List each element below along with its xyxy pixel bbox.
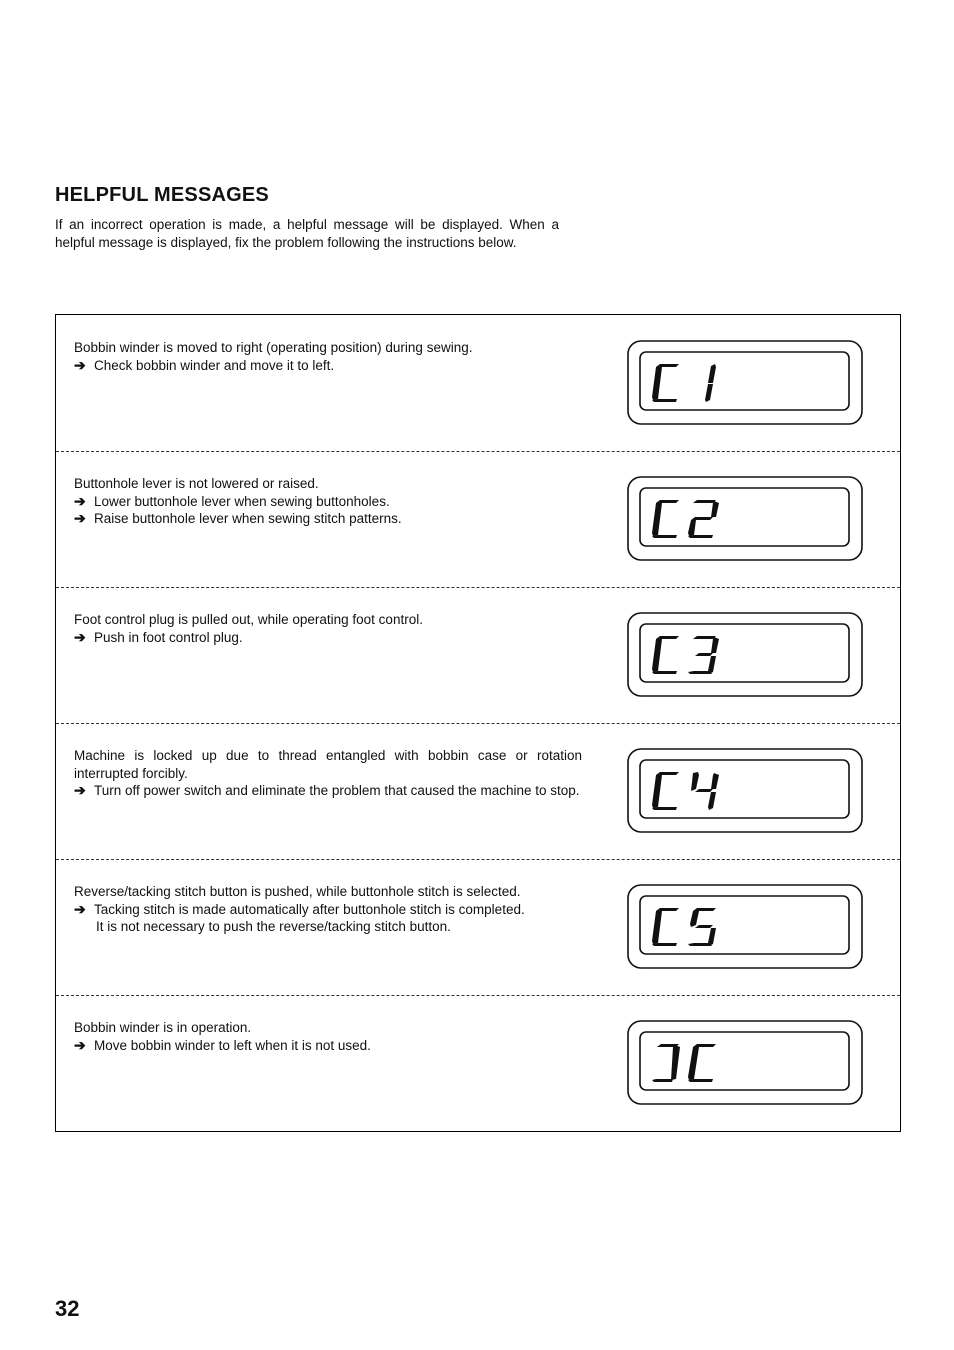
cause-text: Machine is locked up due to thread entangled with bobbin case or rotation interrupted forcibly. [74, 748, 582, 781]
instruction-line [74, 1037, 582, 1055]
cause-text: Reverse/tacking stitch button is pushed, while buttonhole stitch is selected. [74, 884, 521, 899]
cause-text: Foot control plug is pulled out, while operating foot control. [74, 612, 423, 627]
arrow-icon: ➔ [74, 628, 86, 645]
instruction-line [74, 782, 582, 800]
message-text [74, 747, 582, 800]
instruction-line [74, 901, 582, 919]
message-row-c3 [56, 587, 900, 724]
instruction-text: Tacking stitch is made automatically after buttonhole stitch is completed. [94, 901, 525, 917]
message-text [74, 339, 582, 374]
lcd-display-bobbin-winding [627, 1020, 863, 1106]
message-row-c1 [56, 315, 900, 452]
lcd-display-c1 [627, 340, 863, 426]
arrow-icon: ➔ [74, 510, 86, 526]
instruction-text: Raise buttonhole lever when sewing stitch patterns. [94, 511, 402, 526]
message-text [74, 1019, 582, 1054]
arrow-icon: ➔ [74, 782, 86, 798]
instruction-line [74, 493, 582, 511]
message-row-c2 [56, 451, 900, 588]
message-row-c4 [56, 723, 900, 860]
message-row-bobbin [56, 995, 900, 1131]
message-row-c5 [56, 859, 900, 996]
arrow-icon: ➔ [74, 356, 86, 373]
page-number: 32 [55, 1296, 80, 1321]
lcd-display-c2 [627, 476, 863, 562]
message-text [74, 883, 582, 936]
lcd-display-c5 [627, 884, 863, 970]
message-text [74, 475, 582, 528]
instruction-line [74, 357, 582, 375]
arrow-icon: ➔ [74, 492, 86, 509]
instruction-line [74, 510, 582, 528]
arrow-icon: ➔ [74, 900, 86, 917]
instruction-continuation: It is not necessary to push the reverse/tacking stitch button. [96, 919, 451, 934]
helpful-messages-table [55, 314, 901, 1132]
instruction-line [74, 629, 582, 647]
instruction-text: Turn off power switch and eliminate the problem that caused the machine to stop. [94, 783, 580, 798]
cause-text: Bobbin winder is moved to right (operating position) during sewing. [74, 340, 473, 355]
instruction-text: Move bobbin winder to left when it is not used. [94, 1037, 371, 1053]
instruction-text: Lower buttonhole lever when sewing buttonholes. [94, 493, 390, 509]
lcd-display-c3 [627, 612, 863, 698]
cause-text: Bobbin winder is in operation. [74, 1020, 252, 1035]
intro-paragraph: If an incorrect operation is made, a helpful message will be displayed. When a helpful message is displayed, fix the problem following the instructions below. [55, 217, 559, 250]
instruction-text: Check bobbin winder and move it to left. [94, 357, 335, 373]
arrow-icon: ➔ [74, 1036, 86, 1053]
message-text [74, 611, 582, 646]
page-heading: HELPFUL MESSAGES [55, 184, 269, 206]
cause-text: Buttonhole lever is not lowered or raised. [74, 476, 319, 491]
lcd-display-c4 [627, 748, 863, 834]
instruction-text: Push in foot control plug. [94, 629, 243, 645]
